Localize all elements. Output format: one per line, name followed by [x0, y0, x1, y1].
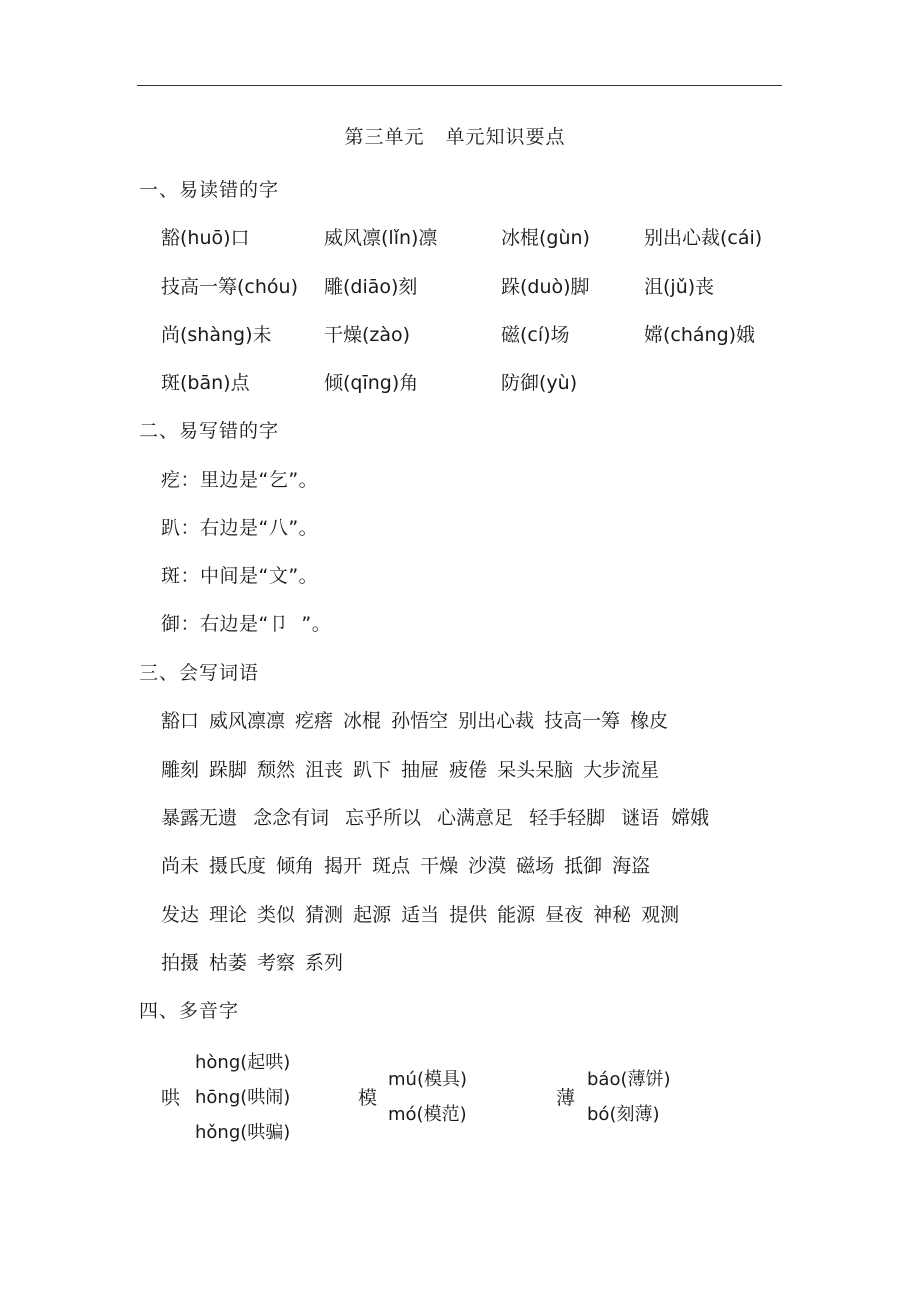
polyphonic-char: 哄	[161, 1087, 181, 1109]
misread-item: 沮(jǔ)丧	[644, 276, 715, 298]
word: 豁口	[161, 710, 200, 732]
header-rule	[137, 85, 782, 86]
word: 暴露无遗	[161, 807, 238, 829]
word: 神秘	[593, 904, 632, 926]
word: 尚未	[161, 855, 200, 877]
word: 起源	[353, 904, 392, 926]
word: 雕刻	[161, 759, 200, 781]
misread-item: 跺(duò)脚	[501, 276, 590, 298]
word: 磁场	[516, 855, 555, 877]
polyphonic-reading: mú(模具)	[388, 1069, 467, 1090]
section-heading-polyphonic: 四、多音字	[139, 1000, 240, 1022]
word: 沮丧	[305, 759, 344, 781]
word: 呆头呆脑	[497, 759, 574, 781]
word-row	[161, 803, 719, 830]
word: 猜测	[305, 904, 344, 926]
word: 忘乎所以	[345, 807, 422, 829]
word: 揭开	[324, 855, 363, 877]
word: 枯萎	[209, 952, 248, 974]
word: 抽屉	[401, 759, 440, 781]
word: 摄氏度	[209, 855, 267, 877]
word: 抵御	[564, 855, 603, 877]
word: 心满意足	[437, 807, 514, 829]
polyphonic-char: 薄	[556, 1087, 576, 1109]
misread-item: 技高一筹(chóu)	[161, 276, 298, 298]
word: 谜语	[621, 807, 660, 829]
misread-item: 倾(qīng)角	[324, 372, 419, 394]
word: 昼夜	[545, 904, 584, 926]
misread-item: 雕(diāo)刻	[324, 276, 418, 298]
word: 趴下	[353, 759, 392, 781]
word: 威风凛凛	[209, 710, 286, 732]
word: 孙悟空	[391, 710, 449, 732]
misread-item: 防御(yù)	[501, 372, 578, 394]
word: 技高一筹	[544, 710, 621, 732]
polyphonic-reading: bó(刻薄)	[587, 1104, 660, 1125]
word: 冰棍	[343, 710, 382, 732]
misread-item: 磁(cí)场	[501, 324, 570, 346]
misread-item: 豁(huō)口	[161, 227, 250, 249]
section-heading-words: 三、会写词语	[139, 662, 260, 684]
word: 类似	[257, 904, 296, 926]
miswrite-note: 御：右边是“卩 ”。	[161, 613, 332, 635]
misread-item: 干燥(zào)	[324, 324, 411, 346]
word: 跺脚	[209, 759, 248, 781]
word-row	[161, 851, 660, 878]
word: 大步流星	[583, 759, 660, 781]
misread-item: 冰棍(gùn)	[501, 227, 590, 249]
miswrite-note: 疙：里边是“乞”。	[161, 469, 319, 491]
misread-item: 尚(shàng)未	[161, 324, 272, 346]
word: 适当	[401, 904, 440, 926]
word: 倾角	[276, 855, 315, 877]
word: 轻手轻脚	[529, 807, 606, 829]
polyphonic-reading: mó(模范)	[388, 1104, 467, 1125]
section-heading-easy-miswrite: 二、易写错的字	[139, 420, 280, 442]
word: 念念有词	[253, 807, 330, 829]
word: 干燥	[420, 855, 459, 877]
misread-item: 威风凛(lǐn)凛	[324, 227, 438, 249]
polyphonic-reading: báo(薄饼)	[587, 1069, 671, 1090]
word-row	[161, 706, 678, 733]
word: 斑点	[372, 855, 411, 877]
word: 沙漠	[468, 855, 507, 877]
word: 别出心裁	[458, 710, 535, 732]
word-row	[161, 900, 689, 927]
misread-item: 斑(bān)点	[161, 372, 250, 394]
word: 理论	[209, 904, 248, 926]
word-row	[161, 755, 669, 782]
word: 拍摄	[161, 952, 200, 974]
word: 疲倦	[449, 759, 488, 781]
misread-item: 嫦(cháng)娥	[644, 324, 756, 346]
polyphonic-reading: hǒng(哄骗)	[195, 1122, 291, 1143]
word: 提供	[449, 904, 488, 926]
miswrite-note: 斑：中间是“文”。	[161, 565, 319, 587]
misread-item: 别出心裁(cái)	[644, 227, 763, 249]
word: 能源	[497, 904, 536, 926]
polyphonic-reading: hòng(起哄)	[195, 1052, 291, 1073]
word: 海盗	[612, 855, 651, 877]
word: 观测	[641, 904, 680, 926]
word: 橡皮	[630, 710, 669, 732]
polyphonic-char: 模	[358, 1087, 378, 1109]
word-row	[161, 948, 353, 975]
page-title: 第三单元 单元知识要点	[344, 126, 566, 148]
polyphonic-reading: hōng(哄闹)	[195, 1087, 291, 1108]
word: 嫦娥	[671, 807, 710, 829]
word: 发达	[161, 904, 200, 926]
word: 疙瘩	[295, 710, 334, 732]
miswrite-note: 趴：右边是“八”。	[161, 517, 319, 539]
word: 系列	[305, 952, 344, 974]
section-heading-easy-misread: 一、易读错的字	[139, 179, 280, 201]
word: 考察	[257, 952, 296, 974]
word: 颓然	[257, 759, 296, 781]
